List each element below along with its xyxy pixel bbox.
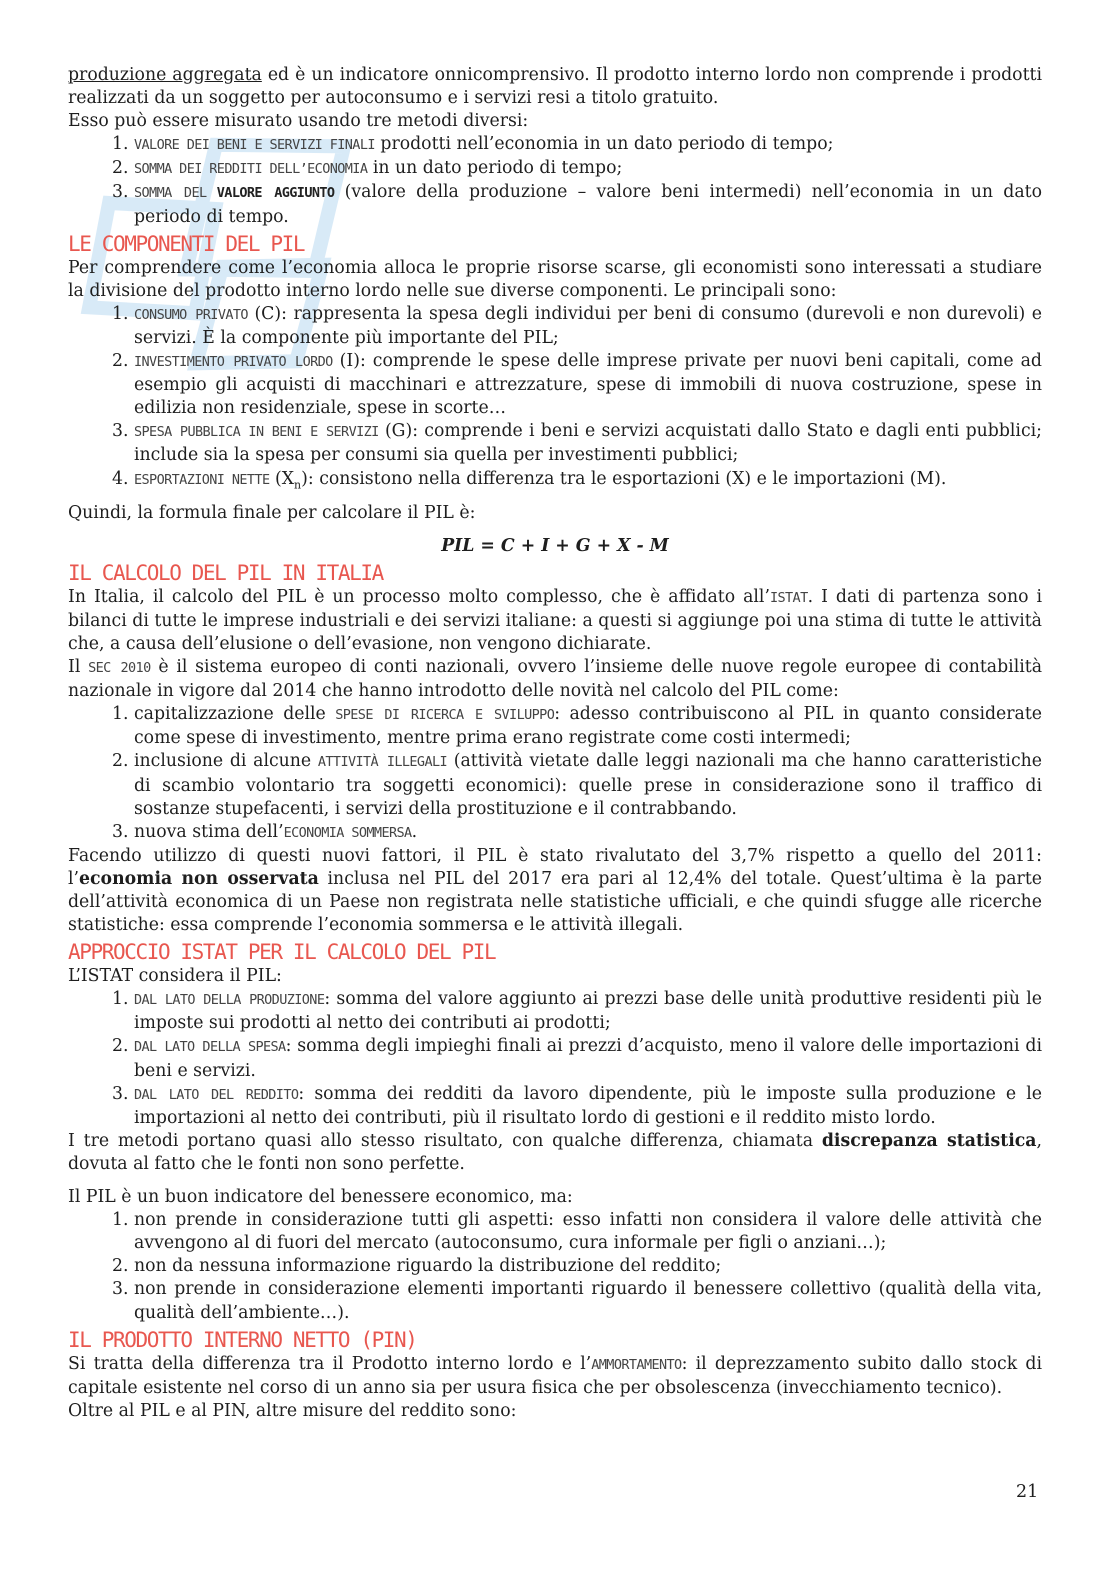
section-paragraph: Si tratta della differenza tra il Prodotto interno lordo e l’AMMORTAMENTO: il deprezzamento subito dallo stock di capitale esistente nel corso di un anno sia per usura fisica che per obsolescenza (invecchiamento tecnico).: [68, 1353, 1042, 1398]
section-paragraph: Il PIL è un buon indicatore del benessere economico, ma:: [68, 1187, 573, 1208]
section-paragraph: Facendo utilizzo di questi nuovi fattori, il PIL è stato rivalutato del 3,7% rispetto a quello del 2011: l’economia non osservata inclusa nel PIL del 2017 era pari al 12,4% del totale. Quest’ultima è la parte dell’attività economica di un Paese non registrata nelle statistiche ufficiali, e che quindi sfugge alle ricerche statistiche: essa comprende l’economia sommersa e le attività illegali.: [68, 845, 1042, 936]
formula-intro: Quindi, la formula finale per calcolare il PIL è:: [68, 502, 476, 523]
list-item: 2. SOMMA DEI REDDITI DELL’ECONOMIA in un dato periodo di tempo;: [134, 157, 1042, 181]
pil-formula: PIL = C + I + G + X - M: [441, 535, 669, 556]
list-item: 1. DAL LATO DELLA PRODUZIONE: somma del valore aggiunto ai prezzi base delle unità produttive residenti più le imposte sui prodotti al netto dei contributi ai prodotti;: [134, 988, 1042, 1035]
section-heading: IL PRODOTTO INTERNO NETTO (PIN): [68, 1327, 417, 1352]
list-item: 1. capitalizzazione delle SPESE DI RICERCA E SVILUPPO: adesso contribuiscono al PIL in quanto considerate come spese di investimento, mentre prima erano registrate come costi intermedi;: [134, 703, 1042, 750]
underlined-term: produzione aggregata: [68, 65, 262, 85]
list-item: 1. non prende in considerazione tutti gli aspetti: esso infatti non considera il valore delle attività che avvengono al di fuori del mercato (autoconsumo, cura informale per figli o anziani…);: [134, 1209, 1042, 1255]
section-paragraph: In Italia, il calcolo del PIL è un processo molto complesso, che è affidato all’ISTAT. I dati di partenza sono i bilanci di tutte le imprese industriali e dei servizi italiane: a questi si aggiunge poi una stima di tutte le attività che, a causa dell’elusione o dell’evasione, non vengono dichiarate.: [68, 586, 1043, 654]
page-number: 21: [1016, 1482, 1039, 1502]
limits-list: [68, 1209, 1042, 1324]
section-heading: IL CALCOLO DEL PIL IN ITALIA: [68, 560, 383, 585]
section-paragraph: Per comprendere come l’economia alloca le proprie risorse scarse, gli economisti sono interessati a studiare la divisione del prodotto interno lordo nelle sue diverse componenti. Le principali sono:: [68, 257, 1042, 301]
list-item: 3. nuova stima dell’ECONOMIA SOMMERSA.: [134, 821, 1042, 845]
methods-list: [68, 133, 1042, 228]
section-paragraph: Oltre al PIL e al PIN, altre misure del reddito sono:: [68, 1400, 517, 1421]
list-item: 1. CONSUMO PRIVATO (C): rappresenta la spesa degli individui per beni di consumo (durevoli e non durevoli) e servizi. È la componente più importante del PIL;: [134, 303, 1042, 350]
section-paragraph: Il SEC 2010 è il sistema europeo di conti nazionali, ovvero l’insieme delle nuove regole europee di contabilità nazionale in vigore dal 2014 che hanno introdotto delle novità nel calcolo del PIL come:: [68, 657, 1042, 702]
list-item: 3. SOMMA DEL VALORE AGGIUNTO (valore della produzione – valore beni intermedi) nell’economia in un dato periodo di tempo.: [134, 181, 1042, 228]
section-heading: LE COMPONENTI DEL PIL: [68, 231, 305, 256]
components-list: [68, 303, 1042, 492]
list-item: 4. ESPORTAZIONI NETTE $(X_n)$: consistono nella differenza tra le esportazioni (X) e le importazioni (M).: [134, 468, 1042, 492]
intro-methods-lead: Esso può essere misurato usando tre metodi diversi:: [68, 111, 529, 132]
section-heading: APPROCCIO ISTAT PER IL CALCOLO DEL PIL: [68, 940, 496, 965]
sec2010-list: [68, 703, 1042, 845]
list-item: 3. DAL LATO DEL REDDITO: somma dei redditi da lavoro dipendente, più le imposte sulla produzione e le importazioni al netto dei contributi, più il risultato lordo di gestioni e il reddito misto lordo.: [134, 1083, 1042, 1130]
istat-approach-list: [68, 988, 1042, 1130]
list-item: 1. VALORE DEI BENI E SERVIZI FINALI prodotti nell’economia in un dato periodo di tempo;: [134, 133, 1042, 157]
section-paragraph: I tre metodi portano quasi allo stesso risultato, con qualche differenza, chiamata discrepanza statistica, dovuta al fatto che le fonti non sono perfette.: [68, 1130, 1042, 1174]
list-item: 3. non prende in considerazione elementi importanti riguardo il benessere collettivo (qualità della vita, qualità dell’ambiente…).: [134, 1278, 1042, 1324]
list-item: 3. SPESA PUBBLICA IN BENI E SERVIZI (G): comprende i beni e servizi acquistati dallo Stato e dagli enti pubblici; include sia la spesa per consumi sia quella per investimenti pubblici;: [134, 420, 1042, 467]
section-paragraph: L’ISTAT considera il PIL:: [68, 966, 282, 987]
intro-paragraph: produzione aggregata ed è un indicatore onnicomprensivo. Il prodotto interno lordo non comprende i prodotti realizzati da un soggetto per autoconsumo e i servizi resi a titolo gratuito.: [68, 65, 1042, 109]
list-item: 2. DAL LATO DELLA SPESA: somma degli impieghi finali ai prezzi d’acquisto, meno il valore delle importazioni di beni e servizi.: [134, 1035, 1042, 1082]
document-page: [68, 64, 1042, 1423]
list-item: 2. inclusione di alcune ATTIVITÀ ILLEGALI (attività vietate dalle leggi nazionali ma che hanno caratteristiche di scambio volontario tra soggetti economici): quelle prese in considerazione sono il traffico di sostanze stupefacenti, i servizi della prostituzione e il contrabbando.: [134, 750, 1042, 820]
list-item: 2. INVESTIMENTO PRIVATO LORDO (I): comprende le spese delle imprese private per nuovi beni capitali, come ad esempio gli acquisti di macchinari e attrezzature, spese di immobili di nuova costruzione, spese in edilizia non residenziale, spese in scorte…: [134, 350, 1042, 420]
list-item: 2. non da nessuna informazione riguardo la distribuzione del reddito;: [134, 1255, 1042, 1278]
